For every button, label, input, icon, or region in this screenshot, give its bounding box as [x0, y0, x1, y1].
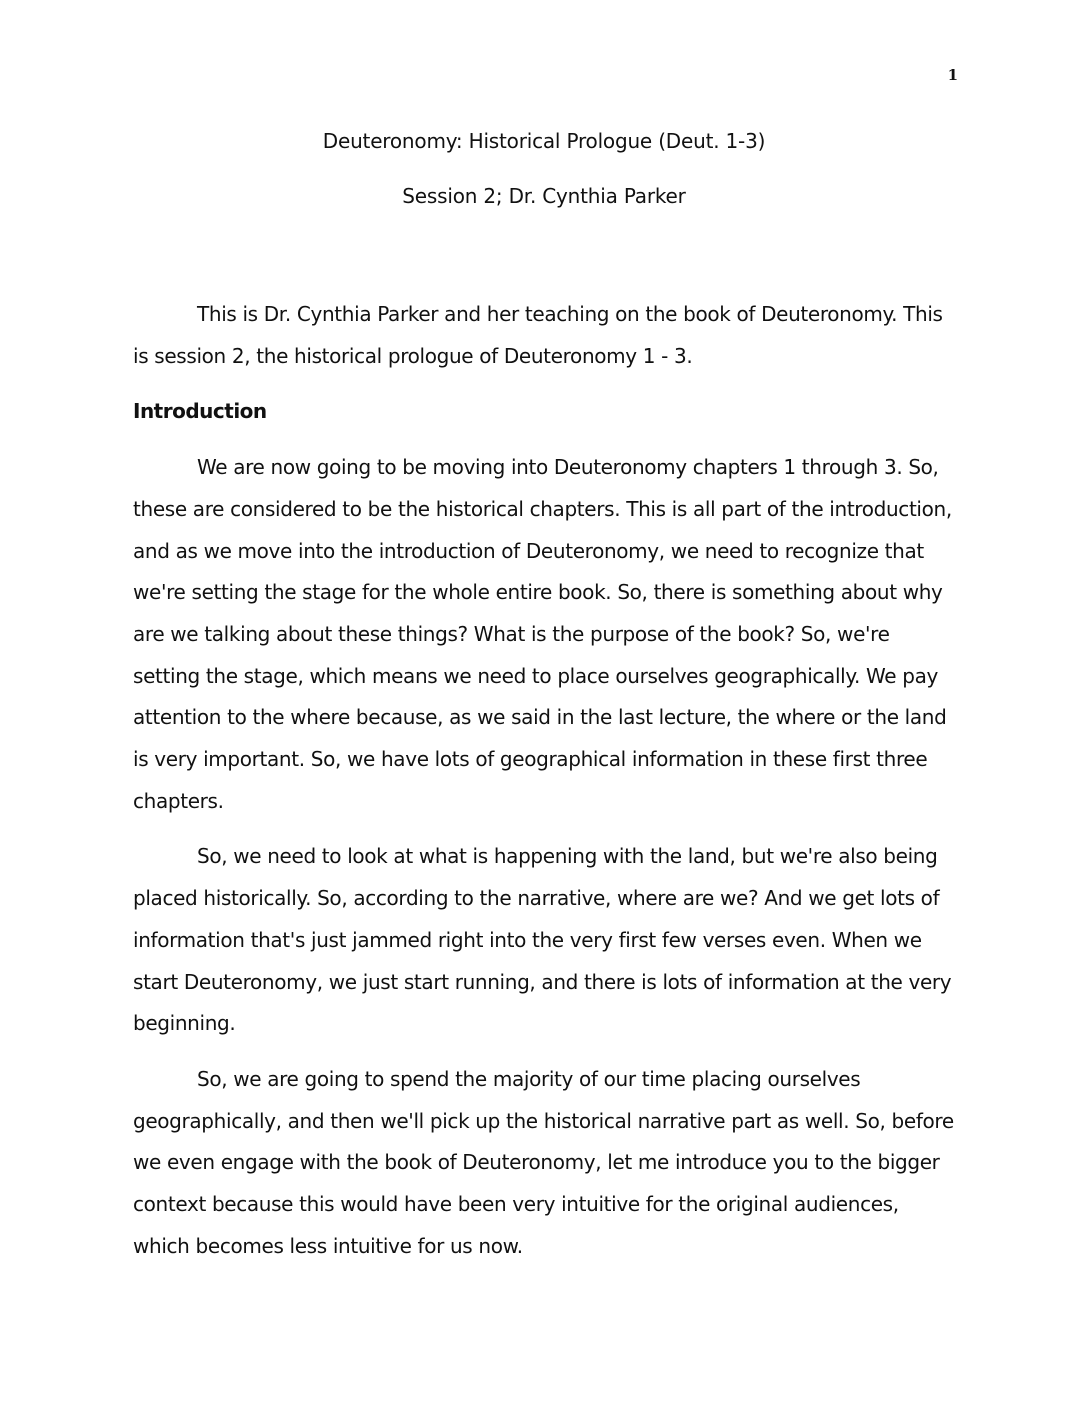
body-paragraph: So, we are going to spend the majority of our time placing ourselves geographically, and then we'll pick up the historical narrative part as well. So, before we even engage with the book of Deuteronomy, let me introduce you to the bigger context because this would have been very intuitive for the original audiences, which becomes less intuitive for us now.: [133, 1066, 954, 1258]
document-body: [133, 294, 955, 1281]
document-subtitle: Session 2; Dr. Cynthia Parker: [402, 184, 686, 208]
page-number: 1: [947, 66, 958, 84]
body-paragraph: So, we need to look at what is happening with the land, but we're also being placed historically. So, according to the narrative, where are we? And we get lots of information that's just jammed right into the very first few verses even. When we start Deuteronomy, we just start running, and there is lots of information at the very beginning.: [133, 844, 952, 1036]
document-title: Deuteronomy: Historical Prologue (Deut. 1-3): [322, 129, 766, 153]
body-paragraph: We are now going to be moving into Deuteronomy chapters 1 through 3. So, these are considered to be the historical chapters. This is all part of the introduction, and as we move into the introduction of Deuteronomy, we need to recognize that we're setting the stage for the whole entire book. So, there is something about why are we talking about these things? What is the purpose of the book? So, we're setting the stage, which means we need to place ourselves geographically. We pay attention to the where because, as we said in the last lecture, the where or the land is very important. So, we have lots of geographical information in these first three chapters.: [133, 455, 952, 813]
section-heading: Introduction: [133, 399, 267, 424]
intro-paragraph: This is Dr. Cynthia Parker and her teaching on the book of Deuteronomy. This is session 2, the historical prologue of Deuteronomy 1 - 3.: [133, 302, 943, 368]
